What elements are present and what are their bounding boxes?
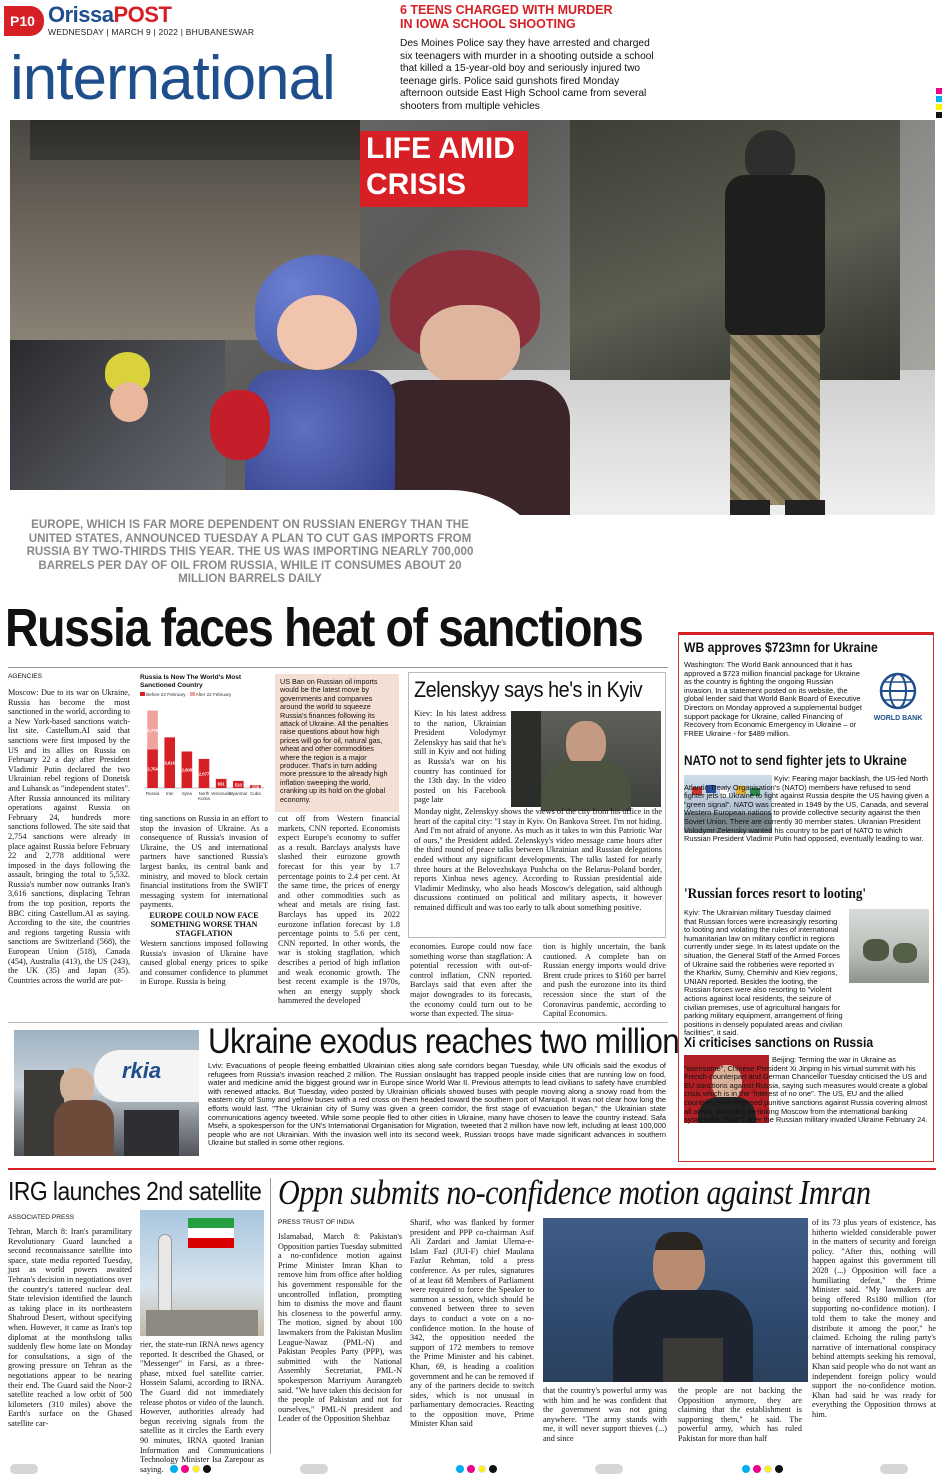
rule xyxy=(8,667,668,668)
looting-photo xyxy=(849,909,929,983)
top-story-body: Des Moines Police say they have arrested and charged six teenagers with murder in a shooting outside a school that killed a 15-year-old boy and seriously injured two teenage girls. Police said gunshots fired Monday afternoon outside East High School came from several shooters from multiple vehicles xyxy=(400,38,654,112)
wb-headline: WB approves $723mn for Ukraine xyxy=(684,640,878,655)
zelenskyy-photo xyxy=(511,711,661,807)
oil-ban-box xyxy=(275,674,399,812)
chart-bar-label: 2,077 xyxy=(198,771,210,777)
hero-label-line2: CRISIS xyxy=(366,168,467,201)
imran-col1: Islamabad, March 8: Pakistan's Opposition parties Tuesday submitted a no-confidence motion against Prime Minister Imran Khan to remove him from office after holding his government responsible for the uncontrolled inflation, prompting him to dismiss the move and flaunt his closeness to the powerful army. The motion, signed by about 100 lawmakers from the Pakistan Muslim League-Nawaz (PML-N) and Pakistan Peoples Party (PPP), was submitted with the National Assembly Secretariat, PML-N spokesperson Marriyum Aurangzeb said. "We have taken this decision for the people of Pakistan and not for ourselves," PML-N president and Leader of the Opposition Shehbaz xyxy=(278,1232,402,1424)
world-bank-logo-text: WORLD BANK xyxy=(873,715,923,722)
chart-bar-label: 208 xyxy=(251,784,259,790)
irg-credit: ASSOCIATED PRESS xyxy=(8,1214,75,1221)
world-bank-logo xyxy=(869,671,927,721)
red-mitten xyxy=(210,390,270,460)
globe-icon xyxy=(869,671,927,711)
legend-before xyxy=(140,692,186,697)
sidebar xyxy=(678,632,934,1162)
main-col2-subhead: EUROPE COULD NOW FACE SOMETHING WORSE THAN STAGFLATION xyxy=(149,910,259,938)
zelenskyy-box xyxy=(408,672,666,938)
brand-prefix: Orissa xyxy=(48,2,114,27)
brand-suffix: POST xyxy=(113,2,172,27)
chart-bar-label: 3,616 xyxy=(164,760,175,766)
satellite-launch-photo xyxy=(140,1210,264,1336)
brand-logo xyxy=(48,2,171,28)
zelenskyy-body-b: Monday night, Zelenskyy shows the views of the city from his office in the heart of the capital city: "I stay in Kyiv. On Bankova Street. I'm not hiding. And I'm not afraid of anyone. As much as it takes to win this Patriotic War of ours," the President added. Zelenskyy's video message came hours after the third round of peace talks between Ukrainian and Russian delegations ended without any significant developments. The talks lasted for nearly three hours at the Belovezhskaya Pushcha on the Belarus-Poland border, reports Xinhua news agency. According to Russian presidential aide Vladimir Medinsky, who also heads Moscow's delegation, said although discussions continued on political and military aspects, it however remained difficult and was too early to talk about something positive. xyxy=(414,807,662,912)
section-title: international xyxy=(10,44,335,113)
hero-label xyxy=(360,131,528,207)
zelenskyy-body-a: Kiev: In his latest address to the nation, Ukrainian President Volodymyr Zelenskyy has said that he's still in Kyiv and not hiding as Russia's war on his country has continued for the 13th day. In the video posted on his Facebook page late xyxy=(414,709,506,805)
main-headline: Russia faces heat of sanctions xyxy=(5,598,643,658)
legend-after-label: After 22 February xyxy=(195,692,232,697)
page-number-badge xyxy=(4,6,44,36)
chart-bar-label: 2,608 xyxy=(181,767,193,773)
looting-headline: 'Russian forces resort to looting' xyxy=(684,886,867,902)
soldier-figure xyxy=(700,130,850,515)
chart-bar-label: 510 xyxy=(234,782,242,788)
imran-col5: of its 73 plus years of existence, has hitherto wielded considerable power in the matters of security and foreign policy. "After this, nothing will happen against this government till 2028 (...) Opposition will face a humiliating defeat," the Prime Minister said. "My lawmakers are being offered Rs180 million (for supporting no-confidence motion). I told them to take the money and distribute it among the poor," he claimed. Echoing the ruling party's narrative of international conspiracy behind attempts seeking his removal, Khan said people who do not want an independent foreign policy would support the no-confidence motion. Khan had said he was ready for everything the Opposition throws at him. xyxy=(812,1218,936,1419)
top-story-headline-line1: 6 TEENS CHARGED WITH MURDER xyxy=(400,3,613,17)
sanctions-chart xyxy=(140,674,268,806)
irg-col2: rier, the state-run IRNA news agency reported. It described the Ghased, or "Messenger" in Farsi, as a three-phase, mixed fuel satellite carrier. Hossein Salami, according to IRNA. The Guard did not immediately release photos or video of the launch. However, authorities already had begun receiving signals from the satellite as it circles the Earth every 90 minutes, IRNA quoted Iranian Information and Communications Technology Minister Isa Zarepour as saying. xyxy=(140,1340,264,1474)
irg-headline: IRG launches 2nd satellite xyxy=(8,1176,262,1206)
main-col1: Moscow: Due to its war on Ukraine, Russia has become the most sanctioned in the world, according to a New York-based sanctions watch-list site. Castellum.AI said that sanctions were first imposed by the US and its allies on Russia on February 22 a day after President Vladimir Putin declared the two Ukrainian rebel regions of Donetsk and Luhansk as "independent states". After Russia announced its military operations against Russia on February 24, hundreds more sanctions followed. The site said that 2,754 sanctions were already in place against Russia before February 22 and 2,778 additional were imposed in the days following the assault, bringing the total to 5,532. Russia's number now outranks Iran's 3,616 sanctions, displacing Tehran from the top position, reports the BBC citing Castellum.AI as saying. According to the site, the countries and regions targeting Russia with sanctions are Switzerland (568), the European Union (518), Canada (454), Australia (413), the US (243), the UK (35) and Japan (35). Countries across the world are put- xyxy=(8,688,130,985)
top-story-headline-line2: IN IOWA SCHOOL SHOOTING xyxy=(400,17,576,31)
top-story-headline xyxy=(400,3,613,31)
exodus-body: Lviv: Evacuations of people fleeing embattled Ukrainian cities along safe corridors began Tuesday, while UN officials said the exodus of refugees from Russia's invasion reached 2 million. The Russian onslaught has trapped people inside cities that are running low on food, water and medicine amid the biggest ground war in Europe since World War II. Previous attempts to lead civilians to safety have crumbled with renewed attacks. But Tuesday, video posted by Ukrainian officials showed buses with people moving along a snowy road from the eastern city of Sumy and yellow buses with a red cross on them headed toward the southern port of Mariupol. It was not clear how long the efforts would last. "The Ukrainian city of Sumy was given a green corridor, the first stage of evacuation began," the Ukrainian state communications agency tweeted. While some people fled to other cities in Ukraine, many have chosen to leave the country instead. Safa Msehi, a spokesperson for the UN's International Organisation for Migration, tweeted that 2 million have now left, including at least 100,000 people who are not Ukrainian. With the invasion well into its second week, Russian troops have made significant advances in southern Ukraine but stalled in some other regions. xyxy=(208,1061,666,1148)
chart-category-label: Venezuela xyxy=(210,791,232,796)
bridge-structure xyxy=(30,120,360,160)
chart-stack-label: 2,778 xyxy=(147,727,158,733)
chart-category-label: Korea xyxy=(198,796,210,801)
plane-livery-text: rkia xyxy=(122,1058,162,1083)
exodus-photo xyxy=(14,1030,199,1156)
legend-after xyxy=(190,692,232,697)
hero-deck: EUROPE, WHICH IS FAR MORE DEPENDENT ON RUSSIAN ENERGY THAN THE UNITED STATES, ANNOUNCED TUESDAY A PLAN TO CUT GAS IMPORTS FROM RUSSIA BY TWO-THIRDS THIS YEAR. THE US WAS IMPORTING NEARLY 700,000 BARRELS PER DAY OF OIL FROM RUSSIA, WHILE IT CONSUMES ABOUT 20 MILLION BARRELS DAILY xyxy=(26,518,474,586)
rule xyxy=(8,1168,936,1170)
chart-bar-label: 651 xyxy=(217,781,225,787)
column-divider xyxy=(270,1178,271,1454)
imran-col4: the people are not backing the Opposition anymore, they are claiming that the establishment is supporting them," he said. The powerful army, which has ruled Pakistan for more than half xyxy=(678,1386,802,1443)
main-col5: tion is highly uncertain, the bank cautioned. A complete ban on Russian energy imports would drive Brent crude prices to $160 per barrel and push the eurozone into its third recession since the start of the Coronavirus pandemic, according to Capital Economics. xyxy=(543,942,666,1019)
imran-col3: that the country's powerful army was with him and he was confident that the government was not going anywhere. "The army stands with me, it will never support thieves (...) and since xyxy=(543,1386,667,1443)
imran-khan-photo xyxy=(543,1218,808,1382)
chart-legend xyxy=(140,692,268,697)
imran-credit: PRESS TRUST OF INDIA xyxy=(278,1219,355,1226)
wb-body: Washington: The World Bank announced that it has approved a $723 million financial package for Ukraine as the country is fighting the ongoing Russian invasion. In a statement posted on its website, the global lender said that World Bank Board of Executive Directors on Monday approved a supplemental budget support package for Ukraine, called Financing of Recovery from Economic Emergency in Ukraine – or FREE Ukraine - for $489 million. xyxy=(684,660,862,738)
child-face xyxy=(110,382,148,422)
xi-body: Beijing: Terming the war in Ukraine as "worrisome", Chinese President Xi Jinping in his virtual summit with his French counterpart and German Chancellor Tuesday criticised the US and EU sanctions against Russia, saying such measures would create a global crisis which is in the "interest of no one". The US, EU and the allied countries have imposed punitive sanctions against Russia covering almost all areas, including de-linking Moscow from the international banking system the SWIFT after the Russian military invaded Ukraine February 24. xyxy=(684,1055,928,1125)
main-col2 xyxy=(140,814,268,1040)
chart-category-label: Russia xyxy=(145,791,160,796)
looting-body-tail xyxy=(684,1031,929,1032)
imran-col2: Sharif, who was flanked by former president and PPP co-chairman Asif Ali Zardari and Jamiat Ulema-e-Islam Fazl (JUI-F) chief Maulana Fazlur Rehman, told a press conference. As per rules, signatures of at least 68 Members of Parliament were required to force the Speaker to summon a session, which should be convened between three to seven days to conduct a vote on a no-confidence motion. In the house of 342, the opposition needed the support of 172 members to remove the Prime Minister and his cabinet. Khan, 69, is heading a coalition government and he can be removed if any of the partners decide to switch sides, which is not unusual in parliamentary democracies. Reacting to the opposition move, Prime Minister Khan said xyxy=(410,1218,534,1429)
main-col4: economies. Europe could now face something worse than stagflation: A potential recession with out-of-control inflation, CNN reported. Barclays said that even after the major downgrades to its forecasts, the economy could turn out to be worse than expected. The situa- xyxy=(410,942,532,1019)
side-color-marks xyxy=(936,88,944,128)
child-figure xyxy=(235,255,400,515)
chart-plot xyxy=(140,700,268,806)
chart-category-label: North xyxy=(198,791,210,796)
chart-title: Russia Is Now The World's Most Sanctioned Country xyxy=(140,674,242,689)
xi-headline: Xi criticises sanctions on Russia xyxy=(684,1035,874,1050)
exodus-headline: Ukraine exodus reaches two million xyxy=(208,1022,680,1061)
imran-headline: Oppn submits no-confidence motion against Imran xyxy=(278,1173,871,1212)
chart-category-label: Cuba xyxy=(250,791,261,796)
irg-col1: Tehran, March 8: Iran's paramilitary Revolutionary Guard launched a second reconnaissance satellite into space, state media reported Tuesday, just as world powers awaited Tehran's decision in negotiations over the country's tattered nuclear deal. State television identified the launch as taking place in its northeastern Shahroud Desert, without specifying when. However, it came as Iran's top diplomat at the monthslong talks suddenly flew home late on Monday for consultations, a sign of the growing pressure on Tehran as the negotiations appear to be nearing their end. The Guard said the Noor-2 satellite reached a low orbit of 500 kilometers (310 miles) above the Earth's surface on the Ghased satellite car- xyxy=(8,1227,132,1428)
chart-category-label: Iran xyxy=(165,791,174,796)
looting-body: Kyiv: The Ukrainian military Tuesday claimed that Russian forces were increasingly resorting to looting and violating the rules of international humanitarian law on military conflict in regions currently under siege. In its latest update on the situation, the General Staff of the Armed Forces of Ukraine said the robberies were reported in the Kharkiv, Sumy, Chernihiv and Kiev regions, UNIAN reported. Besides the looting, the Russian forces were also resorting to "violent actions against local residents, the seizure of civilian premises, use of agricultural hangars for parking military equipment, arrangement of firing positions in densely populated areas and civilian facilities", it said. xyxy=(684,908,843,1038)
print-registration-bar xyxy=(0,1460,945,1479)
dateline: WEDNESDAY | MARCH 9 | 2022 | BHUBANESWAR xyxy=(48,27,255,37)
page-number: P10 xyxy=(10,13,35,29)
legend-before-label: Before 22 February xyxy=(146,692,186,697)
main-credit: AGENCIES xyxy=(8,673,43,680)
main-col2-text: ting sanctions on Russia in an effort to stop the invasion of Ukraine. As a consequence of Russia's invasion of Ukraine, the US and international partners have sanctioned Russia's largest banks, its central bank and ministry, and moved to block certain financial institutions from the SWIFT messaging system for international payments. xyxy=(140,814,268,910)
main-col3: cut off from Western financial markets, CNN reported. Economists expect Europe's economy to suffer as a result. Barclays analysts have slashed their eurozone growth forecast for this year by 1.7 percentage points to 2.4 per cent. At the same time, the prices of energy and other commodities such as wheat and metals are rising fast. Barclays has upped its 2022 eurozone inflation forecast by 1.8 percentage points to 5.6 per cent, CNN reported. In other words, the war is stoking stagflation, which describes a period of high inflation and weak economic growth. The best recent example is the 1970s, when an energy supply shock hammered the developed xyxy=(278,814,400,1006)
chart-category-label: Syria xyxy=(181,791,192,796)
nato-headline: NATO not to send fighter jets to Ukraine xyxy=(684,753,907,768)
chart-category-label: Myanmar xyxy=(229,791,248,796)
nato-body: Kyiv: Fearing major backlash, the US-led North Atlantic Treaty Organisation's (NATO) members have refused to send fighter jets to Ukraine to fight against Russia despite the US having given a "green signal". NATO was created in 1949 by the US, Canada, and several Western European nations to provide collective security against the then Soviet Union. There are currently 30 member states. Ukranian President Volodymr Zelensky wanted his country to be part of NATO to which Russian President Vladimir Putin had opposed, eventually leading to war. xyxy=(684,774,929,844)
hero-label-line1: LIFE AMID xyxy=(366,132,515,165)
chart-bar-label: 2,754 xyxy=(147,766,158,772)
zelenskyy-headline: Zelenskyy says he's in Kyiv xyxy=(414,677,643,702)
oil-ban-text: US Ban on Russian oil imports would be the latest move by governments and companies around the world to squeeze Russia's finances following its attack of Ukraine. All the penalties raise questions about how high prices will go for oil, natural gas, wheat and other commodities where the region is a major producer. That's in turn adding more pressure to the already high inflation sweeping the world, cranking up its hold on the global economy. xyxy=(280,677,389,804)
main-col2b-text: Western sanctions imposed following Russia's invasion of Ukraine have caused global energy prices to spike and consumer confidence to plummet in Europe. Russia is being xyxy=(140,938,268,987)
